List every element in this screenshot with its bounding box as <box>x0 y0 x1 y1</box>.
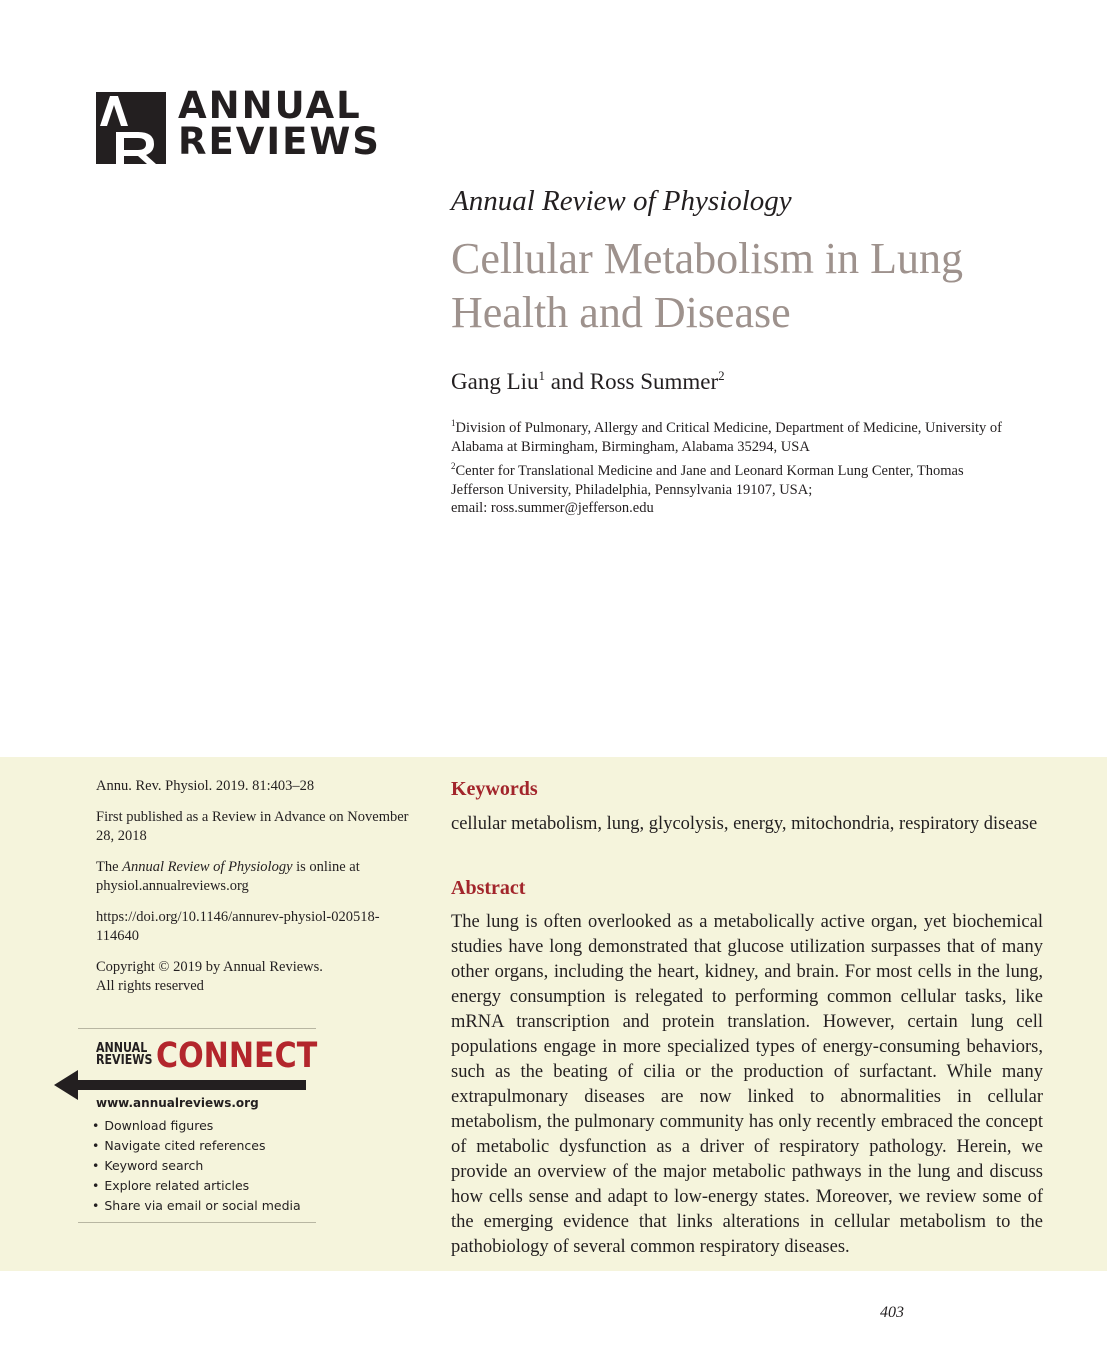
author-1-affiliation-mark: 1 <box>538 368 546 383</box>
article-title: Cellular Metabolism in Lung Health and Disease <box>451 234 964 337</box>
online-prefix: The <box>96 859 123 875</box>
connect-feature-item: • Download figures <box>92 1116 301 1136</box>
affiliation-2 <box>451 457 1011 518</box>
online-journal: Annual Review of Physiology <box>122 859 293 875</box>
journal-name: Annual Review of Physiology <box>451 185 792 217</box>
connect-bottom-rule <box>78 1222 316 1223</box>
annual-reviews-logo-mark <box>96 92 166 164</box>
connect-small-line-1: ANNUAL <box>96 1041 148 1056</box>
affiliation-2-text: Center for Translational Medicine and Jane and Leonard Korman Lung Center, Thomas Jefferson University, Philadelphia, Pennsylvania 19107, USA; <box>451 463 964 498</box>
connect-small-line-2: REVIEWS <box>96 1053 153 1068</box>
author-2-affiliation-mark: 2 <box>718 368 725 383</box>
annual-reviews-logo <box>96 84 381 166</box>
wordmark-line-2: REVIEWS <box>178 120 381 163</box>
connect-feature-item: • Explore related articles <box>92 1176 301 1196</box>
affiliation-1-mark: 1 <box>451 418 456 428</box>
first-published: First published as a Review in Advance on November 28, 2018 <box>96 809 409 844</box>
author-separator: and <box>545 369 590 394</box>
connect-feature-item: • Keyword search <box>92 1156 301 1176</box>
online-suffix: is online at physiol.annualreviews.org <box>96 859 360 894</box>
abstract-heading: Abstract <box>451 877 526 899</box>
keywords-text: cellular metabolism, lung, glycolysis, energy, mitochondria, respiratory disease <box>451 814 1038 834</box>
copyright-line-2: All rights reserved <box>96 978 204 994</box>
page-number: 403 <box>880 1304 904 1321</box>
connect-top-rule <box>78 1028 316 1029</box>
affiliation-1-text: Division of Pulmonary, Allergy and Critical Medicine, Department of Medicine, University of Alabama at Birmingham, Birmingham, Alabama 35294, USA <box>451 420 1002 455</box>
online-note <box>96 858 416 896</box>
citation: Annu. Rev. Physiol. 2019. 81:403–28 <box>96 778 315 794</box>
author-1: Gang Liu <box>451 369 539 394</box>
abstract-text: The lung is often overlooked as a metabolically active organ, yet biochemical studies have long demonstrated that glucose utilization surpasses that of many other organs, including the heart, kidney, and brain. For most cells in the lung, energy consumption is relegated to performing common cellular tasks, like mRNA transcription and protein translation. However, certain lung cell populations engage in more specialized types of energy-consuming behaviors, such as the beating of cilia or the production of surfactant. While many extrapulmonary diseases are now linked to abnormalities in cellular metabolism, the pulmonary community has only recently embraced the concept of metabolic dysfunction as a driver of respiratory pathology. Herein, we provide an overview of the major metabolic pathways in the lung and discuss how cells sense and adapt to low-energy states. Moreover, we review some of the emerging evidence that links alterations in cellular metabolism to the pathobiology of several common respiratory diseases. <box>451 912 1043 1257</box>
doi-link[interactable]: https://doi.org/10.1146/annurev-physiol-020518-114640 <box>96 909 380 944</box>
copyright-line-1: Copyright © 2019 by Annual Reviews. <box>96 959 323 975</box>
connect-small-wordmark <box>96 1043 152 1067</box>
affiliation-2-mark: 2 <box>451 461 456 471</box>
connect-title: CONNECT <box>156 1036 318 1076</box>
connect-promo <box>78 1028 316 1224</box>
connect-feature-item: • Share via email or social media <box>92 1196 301 1216</box>
connect-url[interactable]: www.annualreviews.org <box>96 1096 259 1110</box>
connect-feature-item: • Navigate cited references <box>92 1136 301 1156</box>
affiliation-2-email[interactable]: email: ross.summer@jefferson.edu <box>451 500 654 516</box>
annual-reviews-wordmark <box>178 84 381 163</box>
copyright <box>96 958 416 996</box>
author-2: Ross Summer <box>589 369 719 394</box>
wordmark-line-1: ANNUAL <box>178 84 362 127</box>
author-list <box>451 368 725 395</box>
connect-feature-list <box>92 1116 301 1216</box>
keywords-heading: Keywords <box>451 778 538 800</box>
affiliation-1 <box>451 414 1011 456</box>
